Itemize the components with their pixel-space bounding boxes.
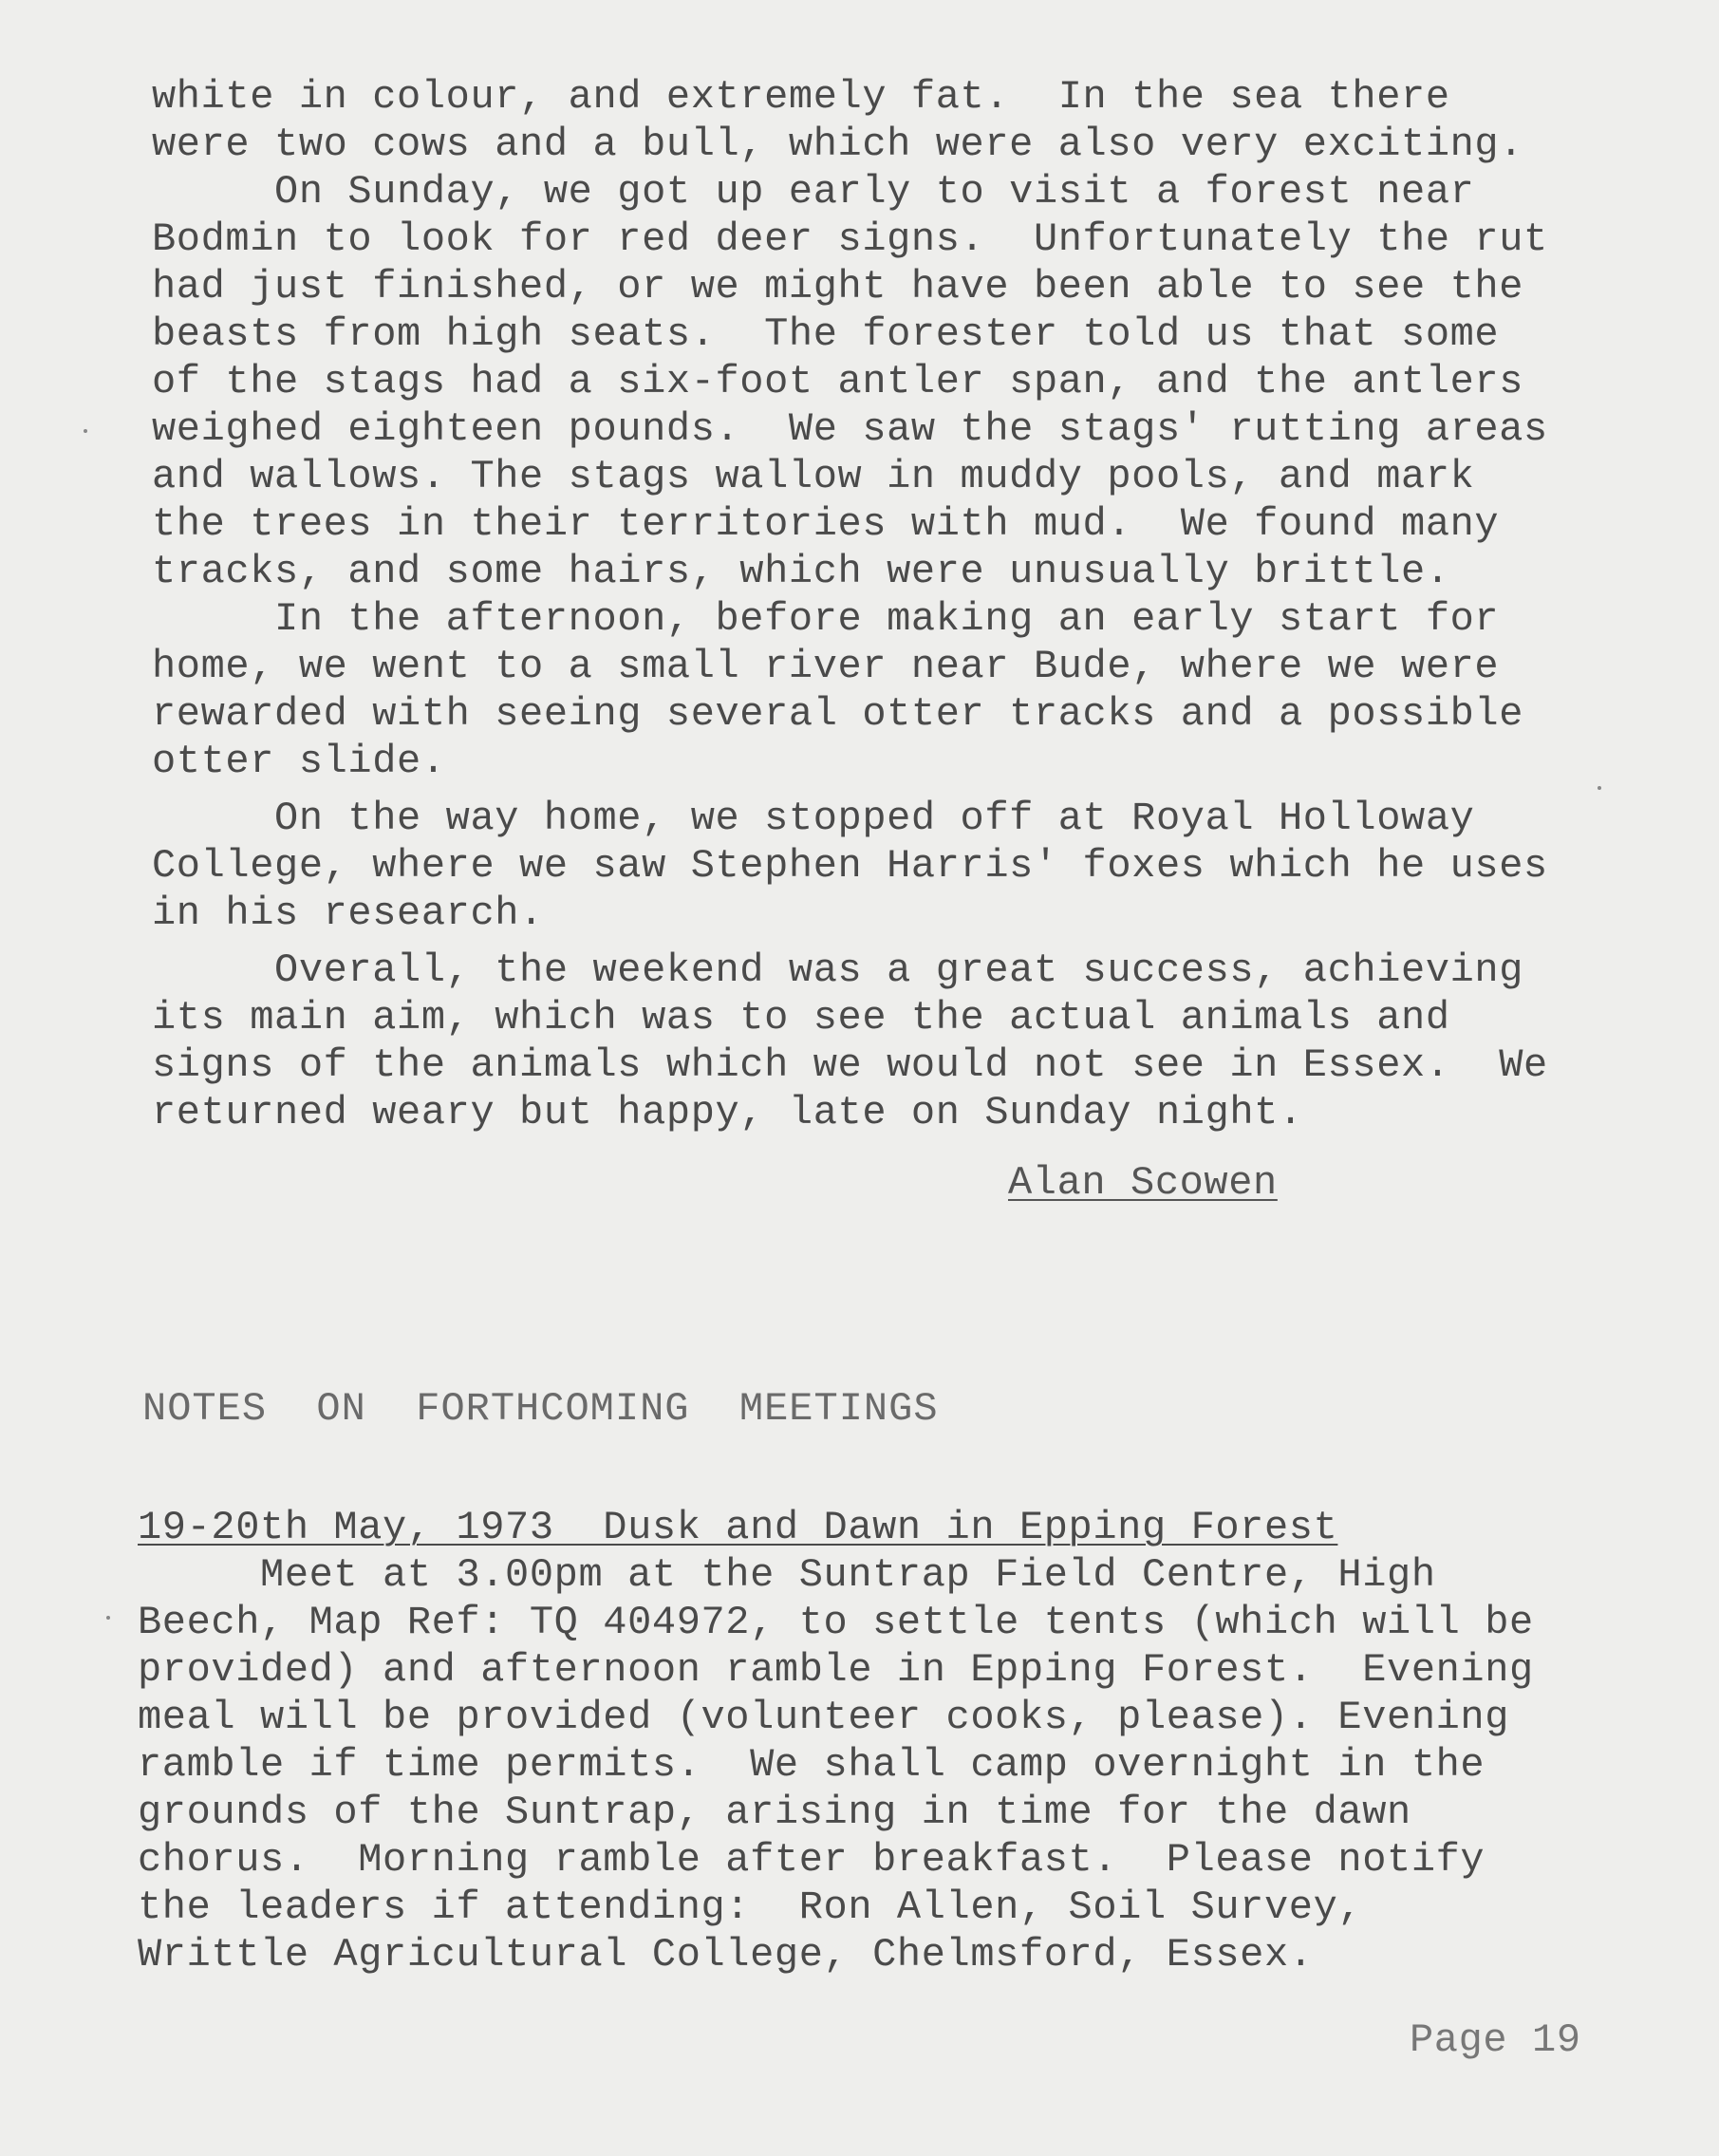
report-line: home, we went to a small river near Bude, where we were: [152, 644, 1500, 689]
report-line: In the afternoon, before making an early start for: [152, 596, 1500, 642]
meeting-line: grounds of the Suntrap, arising in time for the dawn: [138, 1790, 1411, 1835]
report-line: its main aim, which was to see the actual animals and: [152, 995, 1450, 1041]
report-line: On Sunday, we got up early to visit a forest near: [152, 169, 1475, 215]
report-line: rewarded with seeing several otter tracks and a possible: [152, 691, 1524, 737]
report-line: were two cows and a bull, which were also very exciting.: [152, 122, 1524, 167]
section-heading: NOTES ON FORTHCOMING MEETINGS: [142, 1386, 939, 1432]
scan-speck: [84, 429, 87, 433]
meeting-line: ramble if time permits. We shall camp overnight in the: [138, 1742, 1485, 1788]
report-line: signs of the animals which we would not see in Essex. We: [152, 1042, 1548, 1088]
report-line: had just finished, or we might have been able to see the: [152, 264, 1524, 309]
author-signature: Alan Scowen: [1008, 1160, 1278, 1206]
report-line: College, where we saw Stephen Harris' foxes which he uses: [152, 843, 1548, 889]
report-line: in his research.: [152, 891, 544, 936]
report-line: tracks, and some hairs, which were unusually brittle.: [152, 549, 1450, 594]
meeting-line: provided) and afternoon ramble in Epping Forest. Evening: [138, 1647, 1534, 1693]
page-number: Page 19: [1410, 2017, 1581, 2063]
report-line: otter slide.: [152, 739, 446, 784]
meeting-line: Meet at 3.00pm at the Suntrap Field Centre, High: [138, 1552, 1436, 1598]
meeting-line: chorus. Morning ramble after breakfast. Please notify: [138, 1837, 1485, 1883]
report-line: and wallows. The stags wallow in muddy pools, and mark: [152, 454, 1475, 499]
meeting-line: Beech, Map Ref: TQ 404972, to settle tents (which will be: [138, 1600, 1534, 1645]
scan-speck: [106, 1616, 110, 1620]
report-line: Bodmin to look for red deer signs. Unfortunately the rut: [152, 216, 1548, 262]
meeting-title: 19-20th May, 1973 Dusk and Dawn in Epping Forest: [138, 1505, 1338, 1550]
report-line: beasts from high seats. The forester told us that some: [152, 311, 1500, 357]
meeting-line: the leaders if attending: Ron Allen, Soil Survey,: [138, 1884, 1363, 1930]
report-line: weighed eighteen pounds. We saw the stags' rutting areas: [152, 406, 1548, 452]
report-line: white in colour, and extremely fat. In the sea there: [152, 74, 1450, 120]
report-line: the trees in their territories with mud. We found many: [152, 501, 1500, 547]
report-line: Overall, the weekend was a great success, achieving: [152, 947, 1524, 993]
scan-speck: [1598, 786, 1601, 790]
report-line: of the stags had a six-foot antler span, and the antlers: [152, 359, 1524, 404]
report-line: On the way home, we stopped off at Royal Holloway: [152, 796, 1475, 841]
meeting-line: meal will be provided (volunteer cooks, please). Evening: [138, 1695, 1510, 1740]
report-line: returned weary but happy, late on Sunday night.: [152, 1090, 1303, 1135]
meeting-line: Writtle Agricultural College, Chelmsford, Essex.: [138, 1932, 1314, 1978]
